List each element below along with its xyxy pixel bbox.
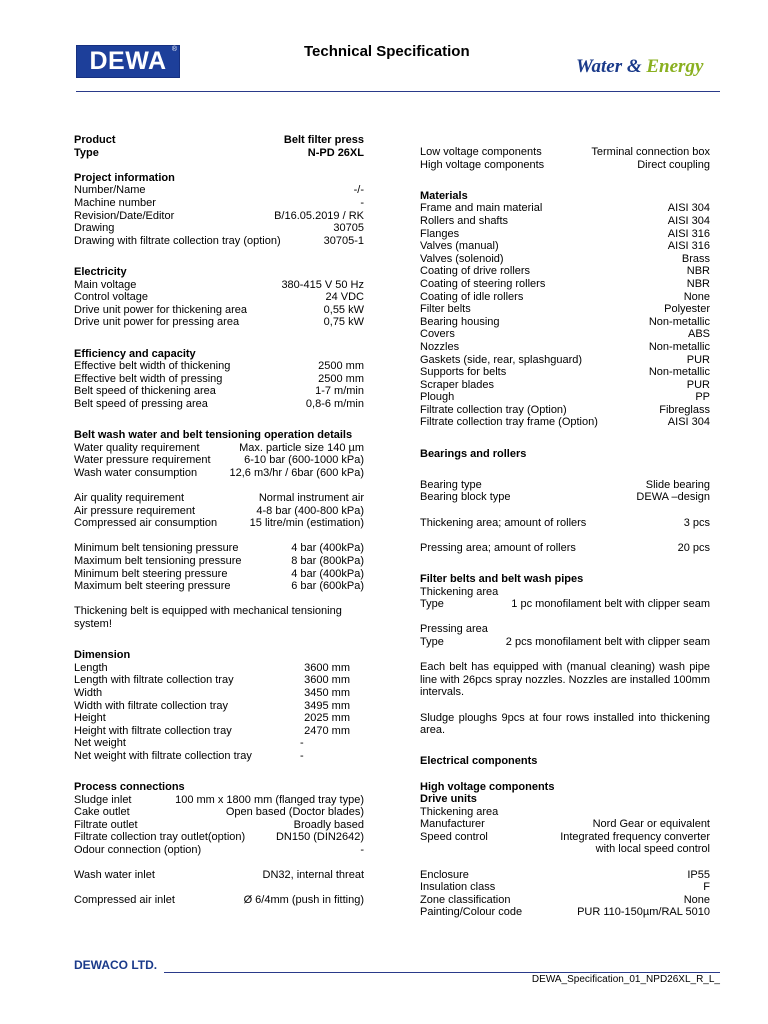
spec-row [74,291,364,304]
efficiency-list [74,360,364,410]
spec-row [74,235,364,248]
spec-label: Control voltage [74,291,148,304]
project-list [74,184,364,247]
spec-row [74,467,364,480]
spec-value: NBR [686,277,710,290]
spec-row [420,843,710,856]
spec-value: 12,6 m3/hr / 6bar (600 kPa) [229,466,364,479]
spec-row [74,712,350,725]
spec-value: - [300,749,304,762]
spec-value: Slide bearing [645,478,710,491]
spec-row [420,881,710,894]
spec-value: Open based (Doctor blades) [225,806,364,819]
spec-label: Water pressure requirement [74,454,211,467]
spec-label: Air quality requirement [74,492,185,505]
spec-row [420,542,710,555]
spec-value: - [360,844,364,857]
spec-label: Frame and main material [420,202,543,215]
spec-row [420,202,710,215]
spec-value: 3 pcs [683,516,710,529]
spec-row [74,674,350,687]
spec-label: Width with filtrate collection tray [74,699,229,712]
spec-label: Drawing [74,222,115,235]
spec-row [74,844,364,857]
spec-value: Brass [681,252,710,265]
spec-value: PUR [686,353,710,366]
spec-row [74,517,364,530]
spec-value: ABS [687,328,710,341]
spec-value: 3450 mm [304,686,350,699]
spec-row [420,366,710,379]
spec-label: Nozzles [420,340,460,353]
spec-value: 24 VDC [325,291,364,304]
spec-row [74,831,364,844]
spec-value: 20 pcs [677,541,710,554]
spec-row [420,479,710,492]
spec-row [74,869,364,882]
spec-row [74,580,364,593]
spec-row [420,253,710,266]
spec-value: 4 bar (400kPa) [291,542,364,555]
spec-value: 0,55 kW [323,303,364,316]
spec-value: Normal instrument air [258,492,364,505]
spec-label: Zone classification [420,893,511,906]
spec-label: Main voltage [74,278,137,291]
spec-row [420,517,710,530]
spec-row [420,636,710,649]
section-heading-electricity: Electricity [74,265,127,278]
spec-value: PUR [686,378,710,391]
tagline [576,56,703,78]
tagline-amp: & [626,56,642,77]
type-value: N-PD 26XL [307,146,364,159]
sludge-plough-paragraph: Sludge ploughs 9pcs at four rows installed into thickening area. [420,711,710,737]
spec-value: 100 mm x 1800 mm (flanged tray type) [175,793,364,806]
spec-label: Filtrate collection tray (Option) [420,403,567,416]
filterbelts-pressing-label: Pressing area [420,623,488,636]
spec-row [420,341,710,354]
spec-label: Plough [420,391,455,404]
dimension-list [74,662,350,763]
spec-value: 2 pcs monofilament belt with clipper seam [505,635,710,648]
spec-label: Speed control [420,830,488,843]
spec-row [420,146,710,159]
logo-text: DEWA [89,47,167,75]
spec-row [420,240,710,253]
header-divider [76,91,720,92]
spec-label: Drive unit power for pressing area [74,316,240,329]
product-value: Belt filter press [283,134,364,146]
spec-row [74,505,364,518]
spec-label: Effective belt width of pressing [74,372,223,385]
spec-label: Compressed air inlet [74,894,175,907]
spec-value: B/16.05.2019 / RK [274,209,364,222]
spec-value: Non-metallic [648,366,710,379]
spec-label: Type [420,635,444,648]
spec-value: AISI 316 [667,240,710,253]
document-reference: DEWA_Specification_01_NPD26XL_R_L_ [531,974,720,985]
spec-label: Insulation class [420,881,496,894]
spec-row [420,316,710,329]
spec-label: Odour connection (option) [74,844,202,857]
spec-value: 0,75 kW [323,316,364,329]
spec-value: Non-metallic [648,340,710,353]
spec-label: Number/Name [74,184,146,197]
spec-row [420,491,710,504]
spec-label: Water quality requirement [74,441,200,454]
spec-value: NBR [686,265,710,278]
spec-value: 30705 [333,222,364,235]
spec-value: with local speed control [595,843,710,856]
tagline-water: Water [576,56,623,77]
registered-mark: ® [171,46,177,53]
spec-label: Pressing area; amount of rollers [420,541,576,554]
spec-row [74,894,364,907]
spec-label: Supports for belts [420,366,507,379]
spec-label: Low voltage components [420,146,542,158]
spec-value: 0,8-6 m/min [305,397,364,410]
spec-row [420,869,710,882]
spec-value: -/- [353,184,364,197]
spec-row [74,662,350,675]
spec-label: Thickening area; amount of rollers [420,516,587,529]
spec-label: Belt speed of thickening area [74,385,216,398]
spec-label: Air pressure requirement [74,504,196,517]
materials-list [420,202,710,429]
spec-value: Integrated frequency converter [560,830,710,843]
spec-label: Flanges [420,227,460,240]
spec-value: Fibreglass [659,403,710,416]
spec-value: None [683,893,710,906]
spec-value: 4-8 bar (400-800 kPa) [256,504,364,517]
spec-label: Wash water inlet [74,869,155,882]
spec-row [420,598,710,611]
spec-label: Filter belts [420,303,471,316]
spec-row [74,304,364,317]
spec-row [420,228,710,241]
spec-row [420,278,710,291]
spec-row [420,831,710,844]
spec-label: Drawing with filtrate collection tray (option) [74,234,281,247]
spec-value: 3495 mm [304,699,350,712]
spec-value: 2470 mm [304,724,350,737]
spec-row [74,398,364,411]
spec-label: Length [74,661,108,674]
spec-row [420,159,710,172]
spec-value: Nord Gear or equivalent [592,818,710,831]
section-heading-beltwash: Belt wash water and belt tensioning operation details [74,429,353,442]
spec-label: Bearing block type [420,491,511,504]
spec-label: Wash water consumption [74,466,198,479]
spec-value: 30705-1 [323,234,364,247]
spec-value: 4 bar (400kPa) [291,567,364,580]
spec-label: Height with filtrate collection tray [74,724,232,737]
spec-value: PP [695,391,710,404]
spec-label: Machine number [74,196,156,209]
right-column [420,146,710,919]
spec-value: DN32, internal threat [262,869,364,882]
electricity-list [74,279,364,329]
spec-value: 3600 mm [304,661,350,674]
spec-row [420,215,710,228]
spec-label: Coating of steering rollers [420,277,546,290]
section-heading-bearings: Bearings and rollers [420,447,527,460]
spec-label: Bearing type [420,478,482,491]
spec-row [74,385,364,398]
spec-label: Coating of idle rollers [420,290,524,303]
spec-value: 8 bar (800kPa) [291,555,364,567]
spec-value: AISI 304 [667,214,710,227]
spec-row [74,794,364,807]
spec-label: Filtrate collection tray outlet(option) [74,831,246,844]
spec-value: AISI 304 [667,416,710,429]
spec-value: IP55 [687,868,710,881]
spec-row [74,725,350,738]
spec-row [420,265,710,278]
spec-row [74,819,364,832]
section-heading-electrical: Electrical components [420,755,538,768]
section-heading-filterbelts: Filter belts and belt wash pipes [420,573,584,585]
spec-label: Length with filtrate collection tray [74,674,234,687]
spec-value: - [300,737,304,750]
spec-row [74,373,364,386]
spec-value: Polyester [664,303,710,316]
spec-row [420,391,710,404]
tagline-energy: Energy [646,56,704,77]
spec-value: 3600 mm [304,674,350,687]
spec-value: 380-415 V 50 Hz [281,278,364,291]
spec-row [420,894,710,907]
spec-label: Enclosure [420,868,469,881]
dewa-logo [76,45,180,78]
wash-pipe-paragraph: Each belt has equipped with (manual cleaning) wash pipe line with 26pcs spray nozzles. Nozzles are installed 100mm intervals. [420,661,710,699]
spec-value: 1-7 m/min [315,385,364,398]
spec-row [420,906,710,919]
spec-value: AISI 316 [667,227,710,240]
spec-row [74,184,364,197]
type-label: Type [74,146,99,159]
spec-row [74,454,364,467]
spec-row [420,818,710,831]
section-heading-process: Process connections [74,781,185,794]
spec-row [74,222,364,235]
beltwash-water-list [74,442,364,480]
spec-label: Rollers and shafts [420,214,509,227]
page-title: Technical Specification [304,43,470,60]
spec-row [74,316,364,329]
spec-label: Minimum belt tensioning pressure [74,542,239,555]
beltwash-tension-list [74,542,364,592]
spec-value: 15 litre/min (estimation) [249,517,364,530]
spec-label: Scraper blades [420,378,494,391]
spec-row [420,303,710,316]
spec-label: Filtrate outlet [74,818,138,831]
spec-label: Manufacturer [420,818,485,831]
spec-row [74,542,364,555]
filterbelts-thickening-label: Thickening area [420,585,499,598]
spec-value: 6-10 bar (600-1000 kPa) [244,454,364,467]
spec-label: Gaskets (side, rear, splashguard) [420,353,583,366]
section-heading-efficiency: Efficiency and capacity [74,347,196,360]
spec-row [74,806,364,819]
left-column [74,134,364,907]
spec-label: Filtrate collection tray frame (Option) [420,416,598,429]
spec-value: Direct coupling [637,158,710,171]
spec-label: Sludge inlet [74,793,132,806]
spec-value: 2500 mm [318,360,364,373]
spec-value: - [360,196,364,209]
spec-value: PUR 110-150µm/RAL 5010 [577,906,710,919]
section-heading-project: Project information [74,171,175,184]
beltwash-air-list [74,492,364,530]
spec-row [420,404,710,417]
spec-value: 6 bar (600kPa) [291,580,364,593]
spec-label: Height [74,712,106,725]
electrical-thickening-label: Thickening area [420,805,499,818]
spec-label: Net weight with filtrate collection tray [74,749,252,762]
spec-label: Drive unit power for thickening area [74,303,248,316]
spec-value: 1 pc monofilament belt with clipper seam [511,598,710,611]
type-row [74,147,364,160]
tensioning-note: Thickening belt is equipped with mechanical tensioning system! [74,605,342,630]
spec-label: Maximum belt steering pressure [74,580,231,593]
spec-row [74,492,364,505]
spec-row [74,279,364,292]
spec-row [74,568,364,581]
spec-label: Valves (manual) [420,240,499,253]
spec-row [74,442,364,455]
spec-value: F [703,881,710,894]
spec-row [74,197,364,210]
spec-label: Cake outlet [74,806,130,819]
spec-label: Painting/Colour code [420,906,523,919]
spec-value: Terminal connection box [591,146,710,158]
spec-value: 2025 mm [304,712,350,725]
spec-value: Non-metallic [648,315,710,328]
footer-divider [164,972,720,973]
drive-units-heading: Drive units [420,793,477,806]
process-list [74,794,364,857]
spec-label: Minimum belt steering pressure [74,567,228,580]
spec-value: Broadly based [293,818,364,831]
spec-row [74,750,350,763]
spec-label: Coating of drive rollers [420,265,531,278]
spec-row [74,210,364,223]
spec-row [74,360,364,373]
spec-value: Max. particle size 140 µm [239,441,364,454]
spec-label: Type [420,598,444,611]
spec-value: DEWA –design [636,491,710,504]
spec-value: 2500 mm [318,372,364,385]
spec-row [420,354,710,367]
hv-heading: High voltage components [420,780,555,793]
spec-label: Maximum belt tensioning pressure [74,555,242,567]
spec-row [74,687,350,700]
spec-label: Bearing housing [420,315,500,328]
spec-label: Effective belt width of thickening [74,360,231,373]
spec-value: DN150 (DIN2642) [275,831,364,844]
spec-label: Revision/Date/Editor [74,209,175,222]
section-heading-dimension: Dimension [74,649,131,662]
spec-value: None [683,290,710,303]
spec-value: Ø 6/4mm (push in fitting) [243,894,364,907]
product-row [74,134,364,147]
spec-label: Compressed air consumption [74,517,218,530]
company-name: DEWACO LTD. [74,958,158,972]
product-label: Product [74,134,116,146]
spec-label: Net weight [74,737,126,750]
spec-label: Covers [420,328,455,341]
spec-label: Width [74,686,103,699]
spec-row [74,737,350,750]
spec-row [420,328,710,341]
spec-row [74,700,350,713]
spec-row [74,555,364,568]
spec-row [420,379,710,392]
spec-row [420,416,710,429]
spec-value: AISI 304 [667,202,710,215]
spec-row [420,291,710,304]
spec-label: Belt speed of pressing area [74,397,208,410]
spec-label: High voltage components [420,158,545,171]
spec-label: Valves (solenoid) [420,252,504,265]
section-heading-materials: Materials [420,189,468,202]
